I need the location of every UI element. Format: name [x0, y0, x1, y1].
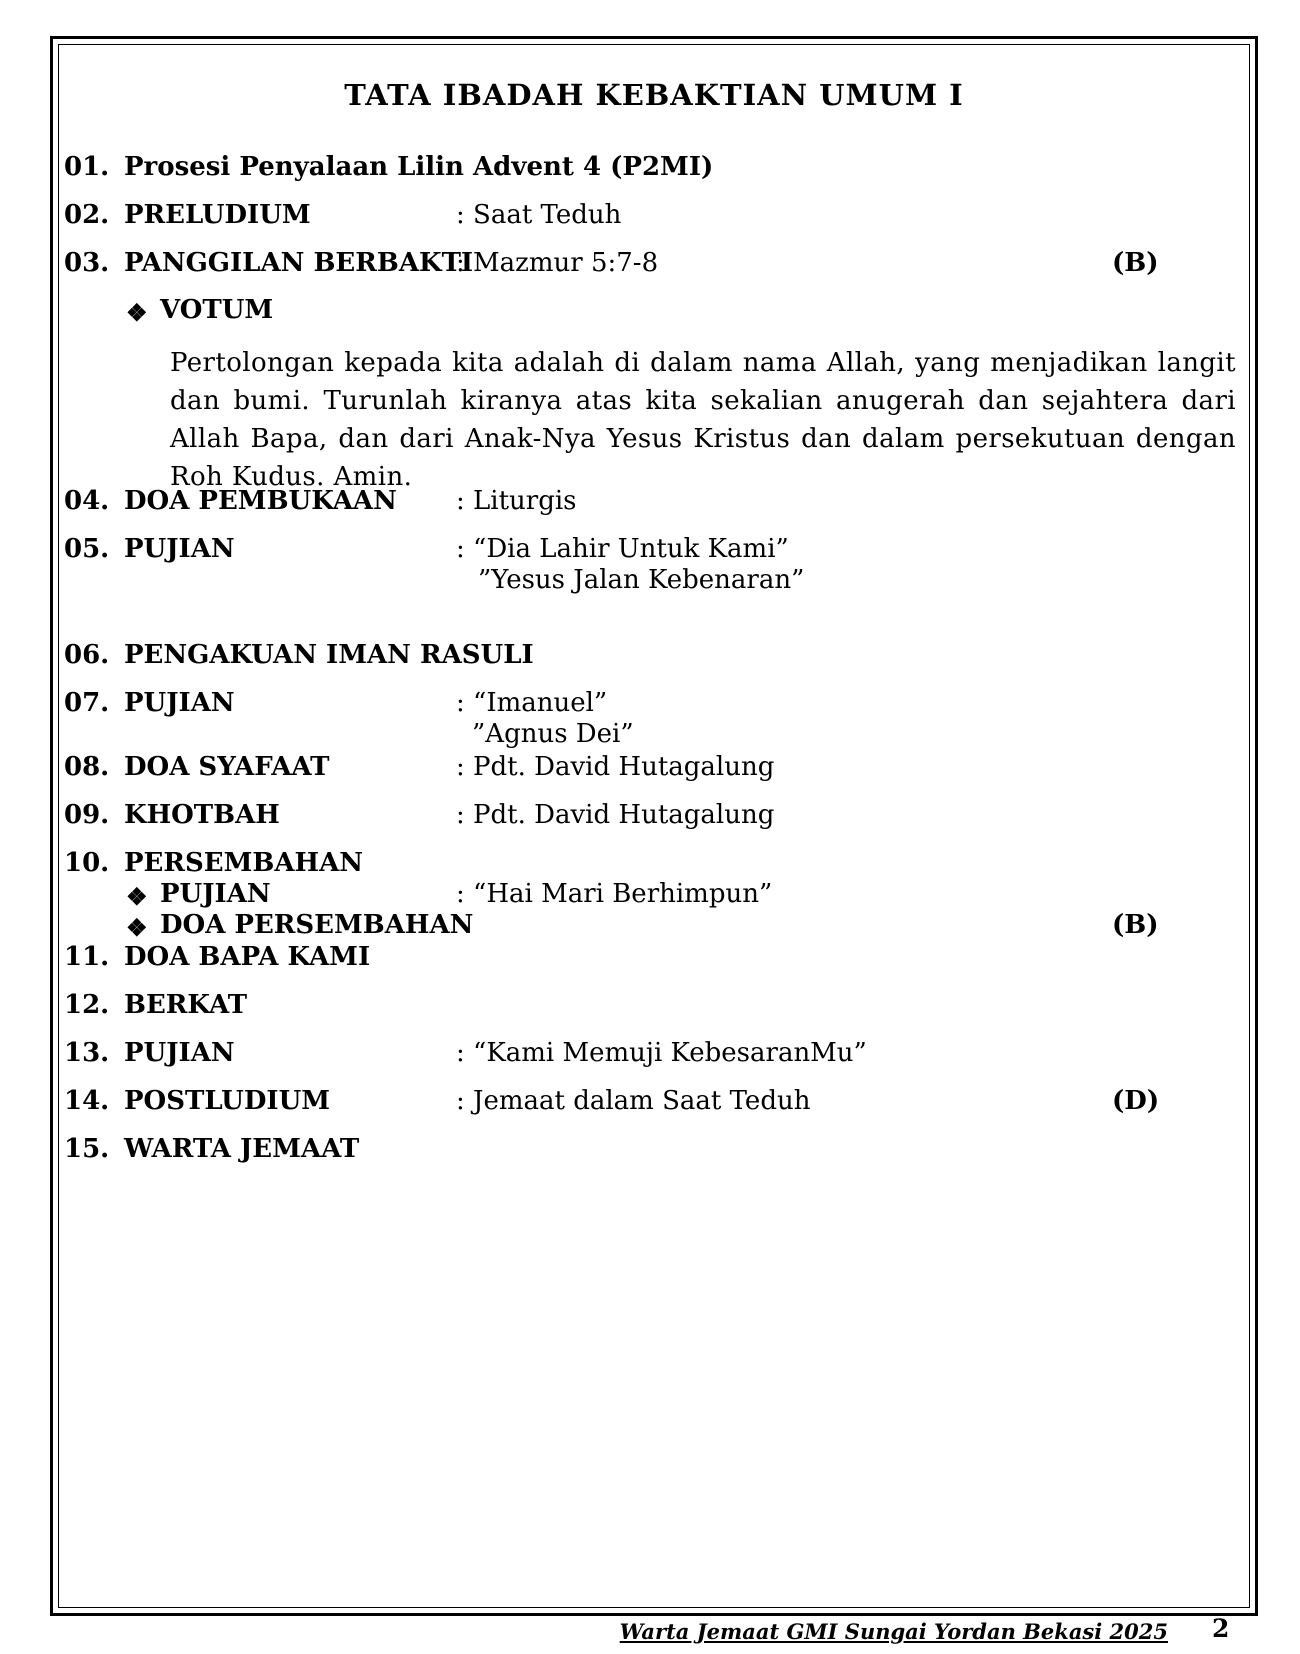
- votum-label: VOTUM: [160, 295, 274, 325]
- diamond-bullet-icon: ❖: [126, 882, 148, 911]
- item-number: 02.: [64, 200, 110, 230]
- item-label: Prosesi Penyalaan Lilin Advent 4 (P2MI): [124, 152, 714, 182]
- document-title: TATA IBADAH KEBAKTIAN UMUM I: [344, 78, 964, 112]
- votum-text: Pertolongan kepada kita adalah di dalam nama Allah, yang menjadikan langit dan bumi. Turunlah kiranya atas kita sekalian anugerah dan sejahtera dari Allah Bapa, dan dari Anak-Nya Yesus Kristus dan dalam persekutuan dengan Roh Kudus. Amin.: [170, 348, 1236, 492]
- diamond-bullet-icon: ❖: [126, 913, 148, 942]
- item-label: DOA SYAFAAT: [124, 752, 330, 782]
- item-number: 15.: [64, 1134, 110, 1164]
- sub-item-note: (B): [1112, 910, 1159, 940]
- diamond-bullet-icon: ❖: [126, 298, 148, 327]
- item-value: : Liturgis: [456, 486, 577, 516]
- item-number: 06.: [64, 640, 110, 670]
- item-note: (D): [1112, 1086, 1160, 1116]
- item-number: 05.: [64, 534, 110, 564]
- item-label: PUJIAN: [124, 688, 235, 718]
- footer-text: Warta Jemaat GMI Sungai Yordan Bekasi 2025: [619, 1619, 1168, 1644]
- item-label: KHOTBAH: [124, 800, 280, 830]
- item-value: : “Imanuel”: [456, 688, 608, 718]
- item-number: 07.: [64, 688, 110, 718]
- item-number: 13.: [64, 1038, 110, 1068]
- item-value: : Mazmur 5:7-8: [456, 248, 659, 278]
- item-label: DOA PEMBUKAAN: [124, 486, 397, 516]
- item-value: : Saat Teduh: [456, 200, 622, 230]
- sub-item-label: DOA PERSEMBAHAN: [160, 910, 474, 940]
- sub-item-value: : “Hai Mari Berhimpun”: [456, 879, 773, 909]
- item-label: PUJIAN: [124, 534, 235, 564]
- item-number: 08.: [64, 752, 110, 782]
- item-number: 10.: [64, 848, 110, 878]
- item-number: 11.: [64, 942, 110, 972]
- item-value: : Jemaat dalam Saat Teduh: [456, 1086, 811, 1116]
- page-number: 2: [1212, 1614, 1230, 1643]
- item-value-secondary: ”Agnus Dei”: [472, 719, 634, 749]
- item-value: : Pdt. David Hutagalung: [456, 800, 775, 830]
- item-number: 12.: [64, 990, 110, 1020]
- item-number: 14.: [64, 1086, 110, 1116]
- item-label: PENGAKUAN IMAN RASULI: [124, 640, 534, 670]
- item-label: DOA BAPA KAMI: [124, 942, 371, 972]
- item-label: POSTLUDIUM: [124, 1086, 331, 1116]
- item-number: 01.: [64, 152, 110, 182]
- item-value: : Pdt. David Hutagalung: [456, 752, 775, 782]
- item-label: PERSEMBAHAN: [124, 848, 364, 878]
- sub-item-label: PUJIAN: [160, 879, 271, 909]
- item-value-secondary: ”Yesus Jalan Kebenaran”: [478, 565, 805, 595]
- item-number: 03.: [64, 248, 110, 278]
- item-number: 04.: [64, 486, 110, 516]
- item-label: WARTA JEMAAT: [124, 1134, 360, 1164]
- item-label: PUJIAN: [124, 1038, 235, 1068]
- item-label: PRELUDIUM: [124, 200, 311, 230]
- item-label: BERKAT: [124, 990, 248, 1020]
- item-note: (B): [1112, 248, 1159, 278]
- item-value: : “Dia Lahir Untuk Kami”: [456, 534, 789, 564]
- item-value: : “Kami Memuji KebesaranMu”: [456, 1038, 867, 1068]
- item-label: PANGGILAN BERBAKTI: [124, 248, 474, 278]
- item-number: 09.: [64, 800, 110, 830]
